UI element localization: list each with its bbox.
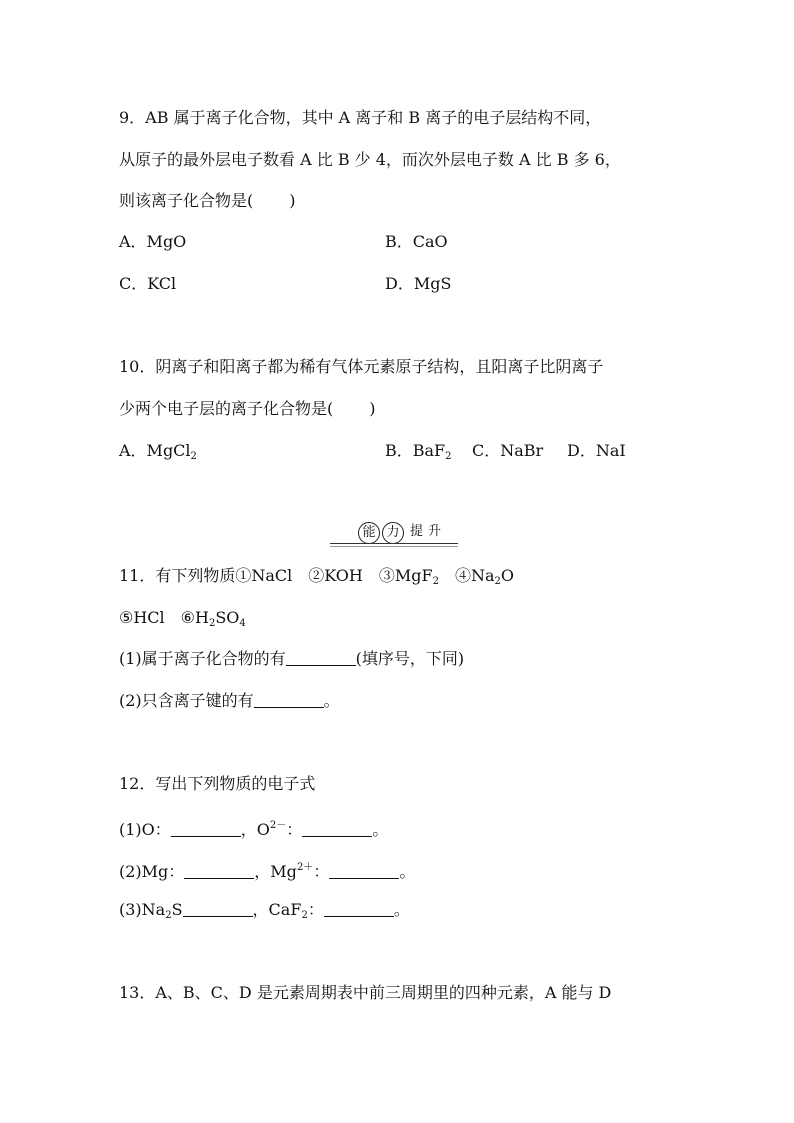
answer-blank[interactable]	[183, 900, 253, 917]
section-char-2: 力	[382, 522, 404, 544]
q12-text: 。	[399, 862, 416, 881]
answer-blank[interactable]	[184, 862, 254, 879]
subscript: 4	[239, 618, 246, 629]
q11-text-c: O	[500, 566, 515, 585]
q9-option-d: D．MgS	[385, 274, 452, 293]
q11-part-1-text: (1)属于离子化合物的有	[119, 649, 286, 668]
answer-blank[interactable]	[329, 862, 399, 879]
q9-stem-end: 则该离子化合物是(	[119, 191, 254, 210]
answer-blank[interactable]	[171, 820, 241, 837]
answer-blank[interactable]	[324, 900, 394, 917]
section-header-ability	[330, 521, 458, 547]
subscript: 2	[494, 576, 501, 587]
q10-option-a-text: A．MgCl	[119, 441, 191, 460]
q9-line-2: 从原子的最外层电子数看 A 比 B 少 4，而次外层电子数 A 比 B 多 6，	[119, 150, 621, 169]
q12-text: ，Mg	[254, 862, 297, 881]
answer-blank[interactable]	[254, 691, 324, 708]
q10-option-a	[119, 440, 197, 468]
q11-text-e: SO	[215, 608, 240, 627]
q11-line-2	[119, 607, 246, 635]
subscript: 2	[301, 910, 308, 921]
section-char-3: 提	[410, 524, 424, 539]
q12-text: (3)Na	[119, 900, 166, 919]
superscript: 2＋	[296, 862, 314, 873]
q9-line-3	[119, 190, 296, 212]
q12-part-2	[119, 857, 415, 883]
section-char-1: 能	[358, 522, 380, 544]
q11-part-1-note: (填序号，下同)	[355, 649, 465, 668]
q12-part-1	[119, 815, 388, 841]
q11-part-2	[119, 690, 340, 712]
section-char-4: 升	[428, 524, 442, 539]
q9-option-c: C．KCl	[119, 274, 177, 293]
q11-part-2-end: 。	[323, 691, 340, 710]
section-rule	[330, 543, 458, 544]
q11-part-1	[119, 648, 464, 670]
subscript: 2	[190, 451, 197, 462]
subscript: 2	[165, 910, 172, 921]
q10-option-b-text: B．BaF	[385, 441, 446, 460]
q9-option-a: A．MgO	[119, 232, 187, 251]
q10-option-d: D．NaI	[567, 441, 626, 460]
q12-text: ：	[286, 820, 303, 839]
q10-option-c: C．NaBr	[472, 441, 544, 460]
superscript: 2－	[269, 820, 287, 831]
q12-text: ：	[307, 900, 324, 919]
q12-title: 12．写出下列物质的电子式	[119, 774, 316, 793]
q12-text: (1)O：	[119, 820, 171, 839]
q11-part-2-text: (2)只含离子键的有	[119, 691, 254, 710]
q11-text-a: 11．有下列物质①NaCl ②KOH ③MgF	[119, 566, 433, 585]
answer-blank[interactable]	[302, 820, 372, 837]
q12-text: 。	[393, 900, 410, 919]
section-rule-thin	[330, 546, 458, 547]
q9-paren-close: )	[289, 191, 296, 210]
q11-text-d: ⑤HCl ⑥H	[119, 608, 209, 627]
q10-stem-end: 少两个电子层的离子化合物是(	[119, 399, 334, 418]
q12-text: S	[171, 900, 183, 919]
q13-line-1: 13．A、B、C、D 是元素周期表中前三周期里的四种元素，A 能与 D	[119, 983, 612, 1002]
q10-paren-close: )	[369, 399, 376, 418]
q12-text: ，O	[240, 820, 270, 839]
q10-line-1: 10．阴离子和阳离子都为稀有气体元素原子结构，且阳离子比阴离子	[119, 357, 604, 376]
q11-text-b: ④Na	[438, 566, 495, 585]
subscript: 2	[208, 618, 216, 629]
q10-option-b	[385, 440, 452, 468]
q9-option-b: B．CaO	[385, 232, 448, 251]
answer-blank[interactable]	[286, 649, 356, 666]
subscript: 2	[445, 451, 452, 462]
q12-text: ：	[313, 862, 330, 881]
q12-text: 。	[372, 820, 389, 839]
q12-text: (2)Mg：	[119, 862, 185, 881]
subscript: 2	[432, 576, 439, 587]
q11-line-1	[119, 565, 514, 593]
q12-part-3	[119, 899, 410, 927]
q12-text: ，CaF	[252, 900, 302, 919]
q9-line-1: 9．AB 属于离子化合物，其中 A 离子和 B 离子的电子层结构不同，	[119, 108, 602, 127]
q10-line-2	[119, 398, 376, 420]
